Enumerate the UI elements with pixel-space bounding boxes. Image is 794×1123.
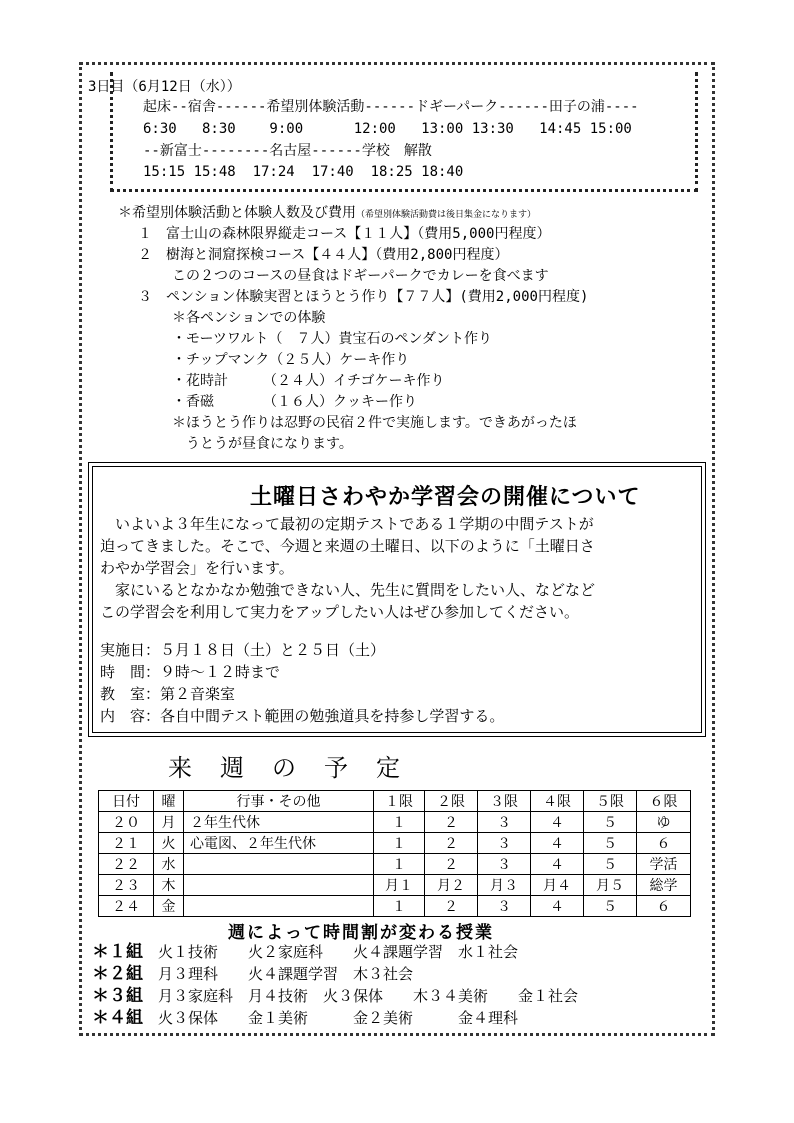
study-paragraph2-line2: この学習会を利用して実力をアップしたい人はぜひ参加してください。	[100, 603, 579, 621]
activities-heading: ＊希望別体験活動と体験人数及び費用（希望別体験活動費は後日集金になります）	[118, 205, 537, 221]
class-name: ＊１組	[92, 942, 143, 962]
header-period-2: ２限	[425, 791, 478, 812]
cell-date: ２２	[99, 854, 154, 875]
study-paragraph2-line1: 家にいるとなかなか勉強できない人、先生に質問をしたい人、などなど	[100, 581, 596, 599]
table-header-row	[99, 791, 691, 812]
cell-date: ２１	[99, 833, 154, 854]
cell-events	[184, 875, 374, 896]
class-name: ＊４組	[92, 1008, 143, 1028]
pension-item: ・モーツワルト（ ７人）貴宝石のペンダント作り	[172, 331, 493, 347]
cell-period: １	[374, 896, 425, 917]
study-date: 実施日：５月１８日（土）と２５日（土）	[100, 641, 386, 659]
cell-period: 月４	[531, 875, 584, 896]
activity-item-1: １ 富士山の森林限界縦走コース【１１人】（費用5,000円程度）	[138, 226, 551, 242]
cell-period: ６	[637, 896, 691, 917]
cell-weekday: 月	[154, 812, 184, 833]
header-events: 行事・その他	[184, 791, 374, 812]
class-row	[92, 942, 518, 963]
cell-period: ６	[637, 833, 691, 854]
next-week-title: 来週の予定	[168, 754, 428, 782]
study-time: 時 間：９時～１２時まで	[100, 663, 281, 681]
study-paragraph1-line3: わやか学習会」を行います。	[100, 559, 294, 577]
class-row	[92, 986, 578, 1007]
class-subjects: 月３理科 火４課題学習 木３社会	[158, 965, 414, 983]
cell-date: ２３	[99, 875, 154, 896]
class-subjects: 火３保体 金１美術 金２美術 金４理科	[158, 1009, 519, 1027]
activity-item-2-note: この２つのコースの昼食はドギーパークでカレーを食べます	[172, 268, 549, 284]
pension-item: ・チップマンク（２５人）ケーキ作り	[172, 352, 410, 368]
cell-period: ３	[478, 896, 531, 917]
header-period-1: １限	[374, 791, 425, 812]
cell-period: 月２	[425, 875, 478, 896]
cell-weekday: 水	[154, 854, 184, 875]
cell-period: ３	[478, 812, 531, 833]
class-subjects: 火１技術 火２家庭科 火４課題学習 水１社会	[158, 943, 519, 961]
cell-period: ４	[531, 812, 584, 833]
day3-route-row2: --新富士--------名古屋------学校 解散	[143, 143, 432, 159]
cell-period: ゆ	[637, 812, 691, 833]
header-weekday: 曜	[154, 791, 184, 812]
class-name: ＊２組	[92, 964, 143, 984]
study-content: 内 容：各自中間テスト範囲の勉強道具を持参し学習する。	[100, 707, 505, 725]
cell-period: ２	[425, 896, 478, 917]
activities-heading-note: （希望別体験活動費は後日集金になります）	[356, 210, 537, 220]
cell-weekday: 金	[154, 896, 184, 917]
class-subjects: 月３家庭科 月４技術 火３保体 木３４美術 金１社会	[158, 987, 579, 1005]
cell-events	[184, 854, 374, 875]
cell-period: ２	[425, 812, 478, 833]
cell-period: ４	[531, 854, 584, 875]
cell-events	[184, 896, 374, 917]
cell-period: ５	[584, 896, 637, 917]
cell-events: 心電図、２年生代休	[184, 833, 374, 854]
activity-item-3-sub: ＊各ペンションでの体験	[172, 310, 326, 326]
cell-period: ５	[584, 812, 637, 833]
cell-period: ２	[425, 833, 478, 854]
class-name: ＊３組	[92, 986, 143, 1006]
header-period-6: ６限	[637, 791, 691, 812]
cell-period: 月３	[478, 875, 531, 896]
class-row	[92, 1008, 518, 1029]
cell-period: １	[374, 854, 425, 875]
cell-period: 月５	[584, 875, 637, 896]
houtou-note-line2: うとうが昼食になります。	[186, 436, 353, 452]
table-row	[99, 854, 691, 875]
activity-item-3: ３ ペンション体験実習とほうとう作り【７７人】(費用2,000円程度)	[138, 289, 589, 305]
table-row	[99, 833, 691, 854]
cell-period: ５	[584, 833, 637, 854]
cell-period: ４	[531, 896, 584, 917]
cell-events: ２年生代休	[184, 812, 374, 833]
cell-period: ３	[478, 833, 531, 854]
day3-time-row2: 15:15 15:48 17:24 17:40 18:25 18:40	[143, 164, 464, 180]
pension-item: ・花時計 （２４人）イチゴケーキ作り	[172, 373, 445, 389]
header-period-4: ４限	[531, 791, 584, 812]
pension-item: ・香磁 （１６人）クッキー作り	[172, 394, 417, 410]
next-week-table	[98, 790, 691, 917]
table-row	[99, 812, 691, 833]
study-session-title: 土曜日さわやか学習会の開催について	[250, 485, 641, 510]
study-paragraph1-line2: 迫ってきました。そこで、今週と来週の土曜日、以下のように「土曜日さ	[100, 537, 595, 555]
study-paragraph1-line1: いよいよ３年生になって最初の定期テストである１学期の中間テストが	[100, 515, 594, 533]
cell-period: 月１	[374, 875, 425, 896]
cell-period: 学活	[637, 854, 691, 875]
activity-item-2: ２ 樹海と洞窟探検コース【４４人】（費用2,800円程度）	[138, 247, 509, 263]
table-row	[99, 875, 691, 896]
timetable-changes-title: 週によって時間割が変わる授業	[228, 923, 494, 943]
study-room: 教 室：第２音楽室	[100, 685, 236, 703]
cell-period: １	[374, 812, 425, 833]
cell-date: ２０	[99, 812, 154, 833]
cell-date: ２４	[99, 896, 154, 917]
table-row	[99, 896, 691, 917]
day3-time-row1: 6:30 8:30 9:00 12:00 13:00 13:30 14:45 15:00	[143, 121, 632, 137]
cell-period: １	[374, 833, 425, 854]
day3-route-row1: 起床--宿舎------希望別体験活動------ドギーパーク------田子の浦----	[143, 99, 639, 115]
day3-header: 3日目（6月12日（水））	[88, 79, 241, 95]
cell-period: ５	[584, 854, 637, 875]
cell-weekday: 火	[154, 833, 184, 854]
cell-period: ４	[531, 833, 584, 854]
header-period-5: ５限	[584, 791, 637, 812]
class-row	[92, 964, 413, 985]
header-period-3: ３限	[478, 791, 531, 812]
cell-period: ３	[478, 854, 531, 875]
houtou-note-line1: ＊ほうとう作りは忍野の民宿２件で実施します。できあがったほ	[172, 415, 577, 431]
header-date: 日付	[99, 791, 154, 812]
cell-period: 総学	[637, 875, 691, 896]
cell-weekday: 木	[154, 875, 184, 896]
cell-period: ２	[425, 854, 478, 875]
